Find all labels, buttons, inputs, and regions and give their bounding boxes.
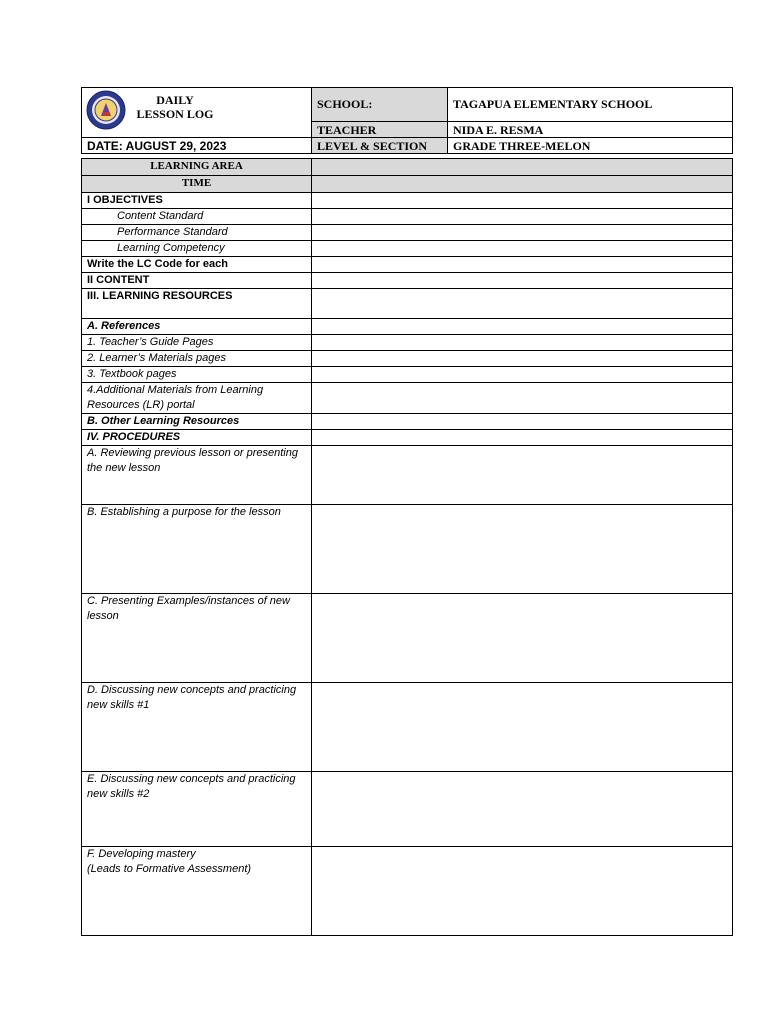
learning-resources-label: III. LEARNING RESOURCES <box>82 289 312 319</box>
table-row <box>82 505 733 594</box>
learning-competency-label: Learning Competency <box>82 241 312 257</box>
level-section-value: GRADE THREE-MELON <box>448 138 733 154</box>
table-row <box>82 319 733 335</box>
header-table <box>81 87 733 154</box>
content-value[interactable] <box>312 273 733 289</box>
learners-materials-label: 2. Learner’s Materials pages <box>82 351 312 367</box>
objectives-label: I OBJECTIVES <box>82 193 312 209</box>
title-line-2: LESSON LOG <box>136 107 214 121</box>
learning-resources-value[interactable] <box>312 289 733 319</box>
proc-b-label: B. Establishing a purpose for the lesson <box>82 505 312 594</box>
table-row <box>82 594 733 683</box>
table-row <box>82 383 733 414</box>
teachers-guide-label: 1. Teacher’s Guide Pages <box>82 335 312 351</box>
table-row <box>82 241 733 257</box>
table-row <box>82 351 733 367</box>
table-row <box>82 159 733 176</box>
performance-standard-value[interactable] <box>312 225 733 241</box>
references-label: A. References <box>82 319 312 335</box>
table-row <box>82 209 733 225</box>
school-value: TAGAPUA ELEMENTARY SCHOOL <box>448 88 733 122</box>
proc-f-label <box>82 847 312 936</box>
table-row <box>82 193 733 209</box>
learning-area-value[interactable] <box>312 159 733 176</box>
learners-materials-value[interactable] <box>312 351 733 367</box>
table-row <box>82 257 733 273</box>
school-label: SCHOOL: <box>312 88 448 122</box>
proc-e-value[interactable] <box>312 772 733 847</box>
learning-competency-value[interactable] <box>312 241 733 257</box>
proc-a-value[interactable] <box>312 446 733 505</box>
other-resources-label: B. Other Learning Resources <box>82 414 312 430</box>
learning-area-label: LEARNING AREA <box>82 159 312 176</box>
table-row <box>82 847 733 936</box>
performance-standard-label: Performance Standard <box>82 225 312 241</box>
logo-title-cell <box>82 88 312 138</box>
textbook-value[interactable] <box>312 367 733 383</box>
teachers-guide-value[interactable] <box>312 335 733 351</box>
lesson-log-table <box>81 158 733 936</box>
table-row <box>82 289 733 319</box>
proc-a-label: A. Reviewing previous lesson or presenting the new lesson <box>82 446 312 505</box>
other-resources-value[interactable] <box>312 414 733 430</box>
content-standard-label: Content Standard <box>82 209 312 225</box>
proc-f-line-2: (Leads to Formative Assessment) <box>87 863 252 875</box>
table-row <box>82 414 733 430</box>
table-row <box>82 273 733 289</box>
proc-c-value[interactable] <box>312 594 733 683</box>
proc-b-value[interactable] <box>312 505 733 594</box>
teacher-label: TEACHER <box>312 122 448 138</box>
objectives-value[interactable] <box>312 193 733 209</box>
additional-materials-value[interactable] <box>312 383 733 414</box>
additional-materials-label: 4.Additional Materials from Learning Resources (LR) portal <box>82 383 312 414</box>
textbook-label: 3. Textbook pages <box>82 367 312 383</box>
references-value[interactable] <box>312 319 733 335</box>
document-title <box>130 93 220 121</box>
proc-d-label: D. Discussing new concepts and practicing new skills #1 <box>82 683 312 772</box>
procedures-value[interactable] <box>312 430 733 446</box>
level-section-label: LEVEL & SECTION <box>312 138 448 154</box>
date-field: DATE: AUGUST 29, 2023 <box>82 138 312 154</box>
table-row <box>82 683 733 772</box>
procedures-label: IV. PROCEDURES <box>82 430 312 446</box>
content-standard-value[interactable] <box>312 209 733 225</box>
content-label: II CONTENT <box>82 273 312 289</box>
proc-f-value[interactable] <box>312 847 733 936</box>
lc-code-label: Write the LC Code for each <box>82 257 312 273</box>
table-row <box>82 225 733 241</box>
time-label: TIME <box>82 176 312 193</box>
table-row <box>82 176 733 193</box>
table-row <box>82 446 733 505</box>
table-row <box>82 772 733 847</box>
table-row <box>82 430 733 446</box>
proc-c-label: C. Presenting Examples/instances of new lesson <box>82 594 312 683</box>
title-line-1: DAILY <box>156 93 194 107</box>
table-row <box>82 335 733 351</box>
table-row <box>82 367 733 383</box>
lc-code-value[interactable] <box>312 257 733 273</box>
proc-d-value[interactable] <box>312 683 733 772</box>
proc-f-line-1: F. Developing mastery <box>87 848 196 860</box>
time-value[interactable] <box>312 176 733 193</box>
teacher-value: NIDA E. RESMA <box>448 122 733 138</box>
proc-e-label: E. Discussing new concepts and practicing new skills #2 <box>82 772 312 847</box>
deped-seal-icon <box>86 90 126 130</box>
